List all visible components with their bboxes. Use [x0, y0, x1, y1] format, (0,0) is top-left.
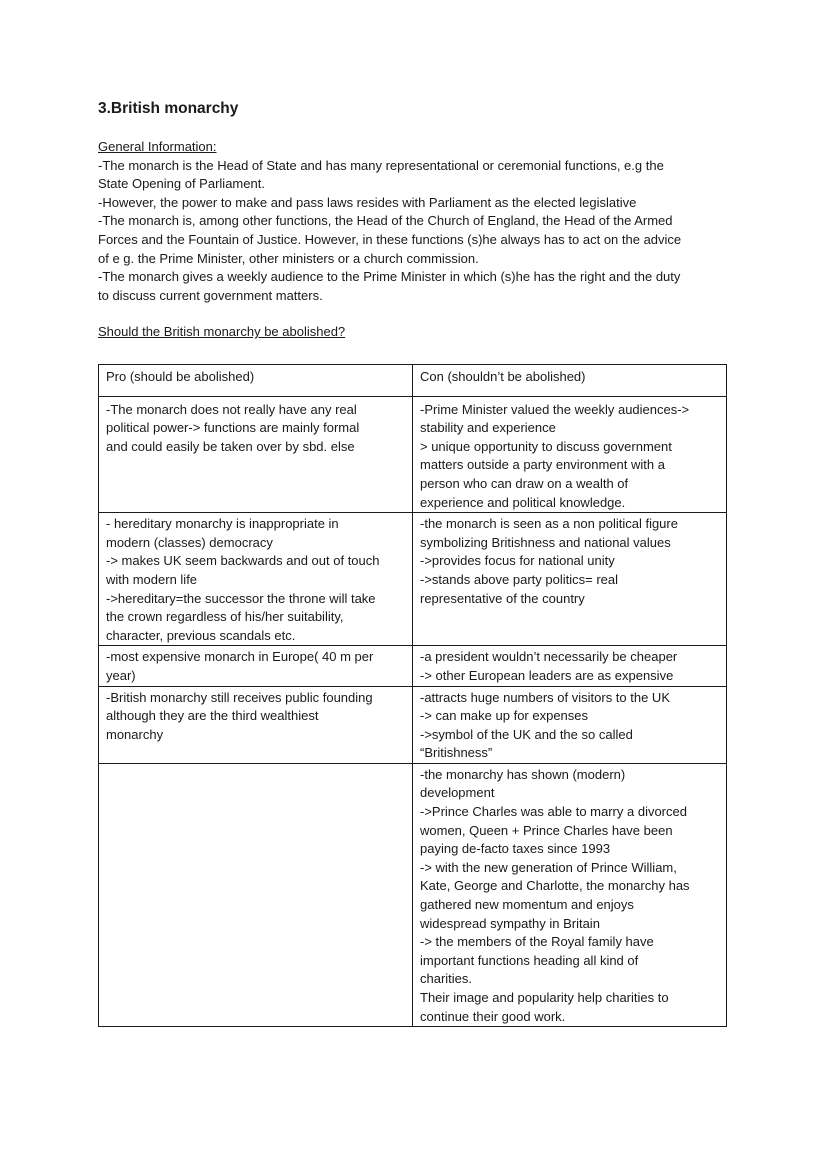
con-cell-line: experience and political knowledge.	[420, 494, 626, 510]
con-cell-line: -attracts huge numbers of visitors to the UK	[420, 689, 670, 705]
pro-cell-line: - hereditary monarchy is inappropriate in	[106, 516, 339, 532]
info-line: Forces and the Fountain of Justice. However, in these functions (s)he always has to act on the advice	[98, 231, 682, 247]
pro-cell-line: political power-> functions are mainly formal	[106, 420, 360, 436]
con-cell-line: -> can make up for expenses	[420, 708, 589, 724]
con-cell	[413, 763, 727, 1026]
pro-cell-line: ->hereditary=the successor the throne will take	[106, 590, 376, 606]
pro-cell-line: and could easily be taken over by sbd. else	[106, 438, 355, 454]
con-cell-line: paying de-facto taxes since 1993	[420, 841, 611, 857]
con-cell-line: continue their good work.	[420, 1008, 566, 1024]
pro-cell-line: character, previous scandals etc.	[106, 627, 296, 643]
pro-cell	[99, 763, 413, 1026]
con-cell	[413, 686, 727, 763]
pro-cell	[99, 686, 413, 763]
page-title: 3.British monarchy	[98, 100, 239, 117]
con-cell-line: > unique opportunity to discuss government	[420, 438, 672, 454]
table-row	[99, 513, 727, 646]
document-body	[98, 98, 728, 342]
pro-cell-line: modern (classes) democracy	[106, 534, 273, 550]
con-cell-line: “Britishness”	[420, 745, 493, 761]
con-cell-line: ->stands above party politics= real	[420, 571, 618, 587]
con-cell-line: -the monarch is seen as a non political figure	[420, 516, 678, 532]
pro-cell-line: year)	[106, 667, 136, 683]
con-cell-line: important functions heading all kind of	[420, 952, 639, 968]
pro-con-table	[98, 364, 727, 1027]
table-row	[99, 686, 727, 763]
table-row	[99, 396, 727, 513]
con-cell-line: -the monarchy has shown (modern)	[420, 766, 626, 782]
info-line: -The monarch gives a weekly audience to the Prime Minister in which (s)he has the right and the duty	[98, 269, 681, 285]
pro-column-header: Pro (should be abolished)	[99, 365, 413, 397]
pro-cell-line: -The monarch does not really have any real	[106, 401, 357, 417]
pro-cell-line: -> makes UK seem backwards and out of touch	[106, 553, 380, 569]
info-line: -The monarch is the Head of State and has many representational or ceremonial functions, e.g the	[98, 157, 664, 173]
con-cell-line: ->provides focus for national unity	[420, 553, 615, 569]
question-heading: Should the British monarchy be abolished?	[98, 324, 346, 340]
con-cell-line: charities.	[420, 971, 473, 987]
con-cell-line: Their image and popularity help charities to	[420, 990, 669, 1005]
pro-cell-line: the crown regardless of his/her suitability,	[106, 609, 344, 625]
pro-cell-line: with modern life	[106, 571, 198, 587]
table-row	[99, 763, 727, 1026]
info-line: -The monarch is, among other functions, the Head of the Church of England, the Head of the Armed	[98, 213, 673, 229]
con-cell	[413, 396, 727, 513]
con-cell-line: -> with the new generation of Prince William,	[420, 859, 677, 875]
con-cell-line: development	[420, 785, 495, 801]
con-cell	[413, 513, 727, 646]
info-line: of e g. the Prime Minister, other ministers or a church commission.	[98, 250, 479, 266]
general-info-heading: General Information:	[98, 139, 217, 154]
pro-cell	[99, 646, 413, 686]
con-cell-line: person who can draw on a wealth of	[420, 475, 629, 491]
con-cell-line: stability and experience	[420, 420, 556, 436]
pro-cell-line: -British monarchy still receives public founding	[106, 689, 373, 705]
pro-cell	[99, 513, 413, 646]
info-line: State Opening of Parliament.	[98, 176, 265, 192]
con-column-header: Con (shouldn’t be abolished)	[413, 365, 727, 397]
info-line: to discuss current government matters.	[98, 287, 323, 303]
general-info-text	[98, 157, 728, 306]
con-cell	[413, 646, 727, 686]
con-cell-line: women, Queen + Prince Charles have been	[420, 822, 673, 838]
con-cell-line: symbolizing Britishness and national values	[420, 534, 671, 550]
table-body	[99, 396, 727, 1027]
con-cell-line: -> the members of the Royal family have	[420, 934, 654, 950]
table-header-row	[99, 365, 727, 397]
pro-cell-line: -most expensive monarch in Europe( 40 m per	[106, 649, 374, 665]
con-cell-line: -> other European leaders are as expensive	[420, 667, 674, 683]
con-cell-line: -Prime Minister valued the weekly audiences->	[420, 401, 690, 417]
con-cell-line: -a president wouldn’t necessarily be cheaper	[420, 649, 678, 665]
table-row	[99, 646, 727, 686]
con-cell-line: gathered new momentum and enjoys	[420, 897, 634, 913]
con-cell-line: matters outside a party environment with a	[420, 457, 665, 473]
pro-cell-line: monarchy	[106, 726, 164, 742]
con-cell-line: ->Prince Charles was able to marry a divorced	[420, 804, 687, 820]
con-cell-line: Kate, George and Charlotte, the monarchy has	[420, 878, 690, 894]
con-cell-line: widespread sympathy in Britain	[420, 915, 600, 931]
pro-cell-line: although they are the third wealthiest	[106, 708, 319, 724]
con-cell-line: representative of the country	[420, 590, 585, 606]
con-cell-line: ->symbol of the UK and the so called	[420, 726, 633, 742]
pro-cell	[99, 396, 413, 513]
info-line: -However, the power to make and pass laws resides with Parliament as the elected legislative	[98, 194, 637, 210]
